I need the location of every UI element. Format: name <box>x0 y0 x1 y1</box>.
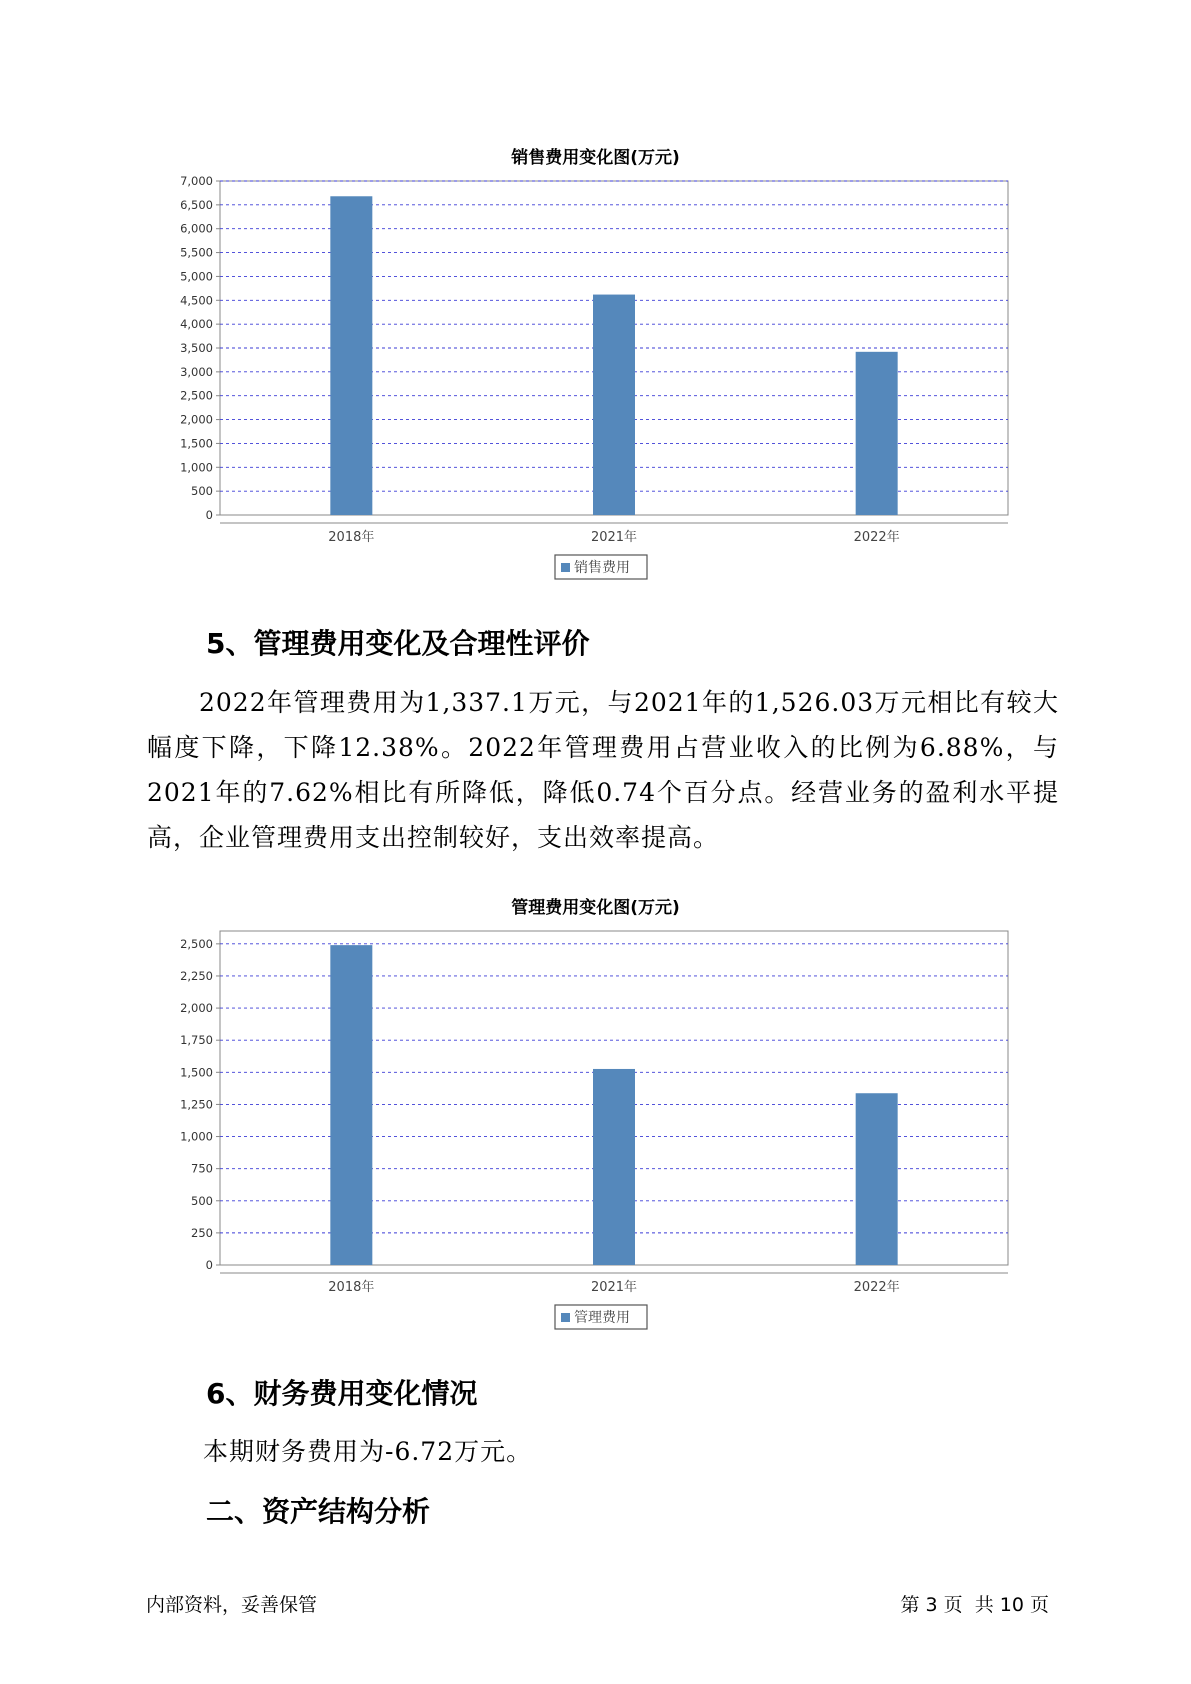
sales-ytick-label: 5,000 <box>180 269 213 284</box>
admin-bar <box>856 1093 898 1265</box>
admin-ytick-label: 750 <box>191 1161 213 1176</box>
sales-ytick-label: 4,000 <box>180 317 213 332</box>
admin-ytick-label: 1,250 <box>180 1097 213 1112</box>
admin-legend-swatch <box>561 1313 570 1322</box>
sales-legend-label: 销售费用 <box>574 560 630 576</box>
section5-heading: 5、管理费用变化及合理性评价 <box>206 627 590 660</box>
admin-ytick-label: 0 <box>205 1258 213 1272</box>
sales-ytick-label: 1,000 <box>180 460 213 475</box>
admin-ytick-label: 2,500 <box>180 936 213 951</box>
footer-page-number: 第 3 页 共 10 页 <box>900 1594 1049 1616</box>
sales-ytick-label: 2,500 <box>180 388 213 403</box>
admin-chart-title: 管理费用变化图(万元) <box>511 898 680 918</box>
footer-confidential: 内部资料，妥善保管 <box>146 1594 318 1616</box>
admin-ytick-label: 250 <box>191 1225 213 1240</box>
sales-ytick-label: 0 <box>205 508 213 522</box>
section5-paragraph: 2022年管理费用为1,337.1万元，与2021年的1,526.03万元相比有较大幅度下降，下降12.38%。2022年管理费用占营业收入的比例为6.88%，与2021年的7.62%相比有所降低，降低0.74个百分点。经营业务的盈利水平提高，企业管理费用支出控制较好，支出效率提高。 <box>147 688 1059 852</box>
sales-bar <box>593 295 635 515</box>
section6-heading: 6、财务费用变化情况 <box>206 1377 478 1410</box>
admin-category-label: 2018年 <box>328 1280 375 1295</box>
sales-bar <box>856 352 898 515</box>
section6-text: 本期财务费用为-6.72万元。 <box>203 1437 533 1466</box>
sales-chart-title: 销售费用变化图(万元) <box>511 148 680 168</box>
admin-category-label: 2021年 <box>590 1280 638 1295</box>
sales-ytick-label: 4,500 <box>180 293 213 308</box>
sales-ytick-label: 2,000 <box>180 412 213 427</box>
sales-ytick-label: 1,500 <box>180 436 213 451</box>
sales-ytick-label: 7,000 <box>180 174 213 188</box>
sales-category-label: 2022年 <box>853 530 900 545</box>
admin-ytick-label: 500 <box>191 1193 213 1208</box>
sales-ytick-label: 500 <box>191 484 213 499</box>
sales-legend-swatch <box>561 563 570 572</box>
admin-category-label: 2022年 <box>853 1280 900 1295</box>
sales-ytick-label: 6,500 <box>180 197 213 212</box>
sales-expense-chart <box>0 165 1191 605</box>
admin-legend-label: 管理费用 <box>574 1310 630 1326</box>
admin-bar <box>330 945 372 1265</box>
admin-expense-chart <box>0 915 1191 1355</box>
admin-ytick-label: 1,000 <box>180 1129 213 1144</box>
admin-bar <box>593 1069 635 1265</box>
section-two-heading: 二、资产结构分析 <box>206 1495 431 1528</box>
admin-ytick-label: 2,000 <box>180 1001 213 1016</box>
admin-ytick-label: 1,750 <box>180 1033 213 1048</box>
sales-ytick-label: 6,000 <box>180 221 213 236</box>
sales-ytick-label: 5,500 <box>180 245 213 260</box>
admin-ytick-label: 2,250 <box>180 968 213 983</box>
sales-category-label: 2021年 <box>590 530 638 545</box>
sales-bar <box>330 196 372 515</box>
sales-ytick-label: 3,500 <box>180 341 213 355</box>
sales-ytick-label: 3,000 <box>180 364 213 379</box>
sales-category-label: 2018年 <box>328 530 375 545</box>
admin-ytick-label: 1,500 <box>180 1065 213 1080</box>
